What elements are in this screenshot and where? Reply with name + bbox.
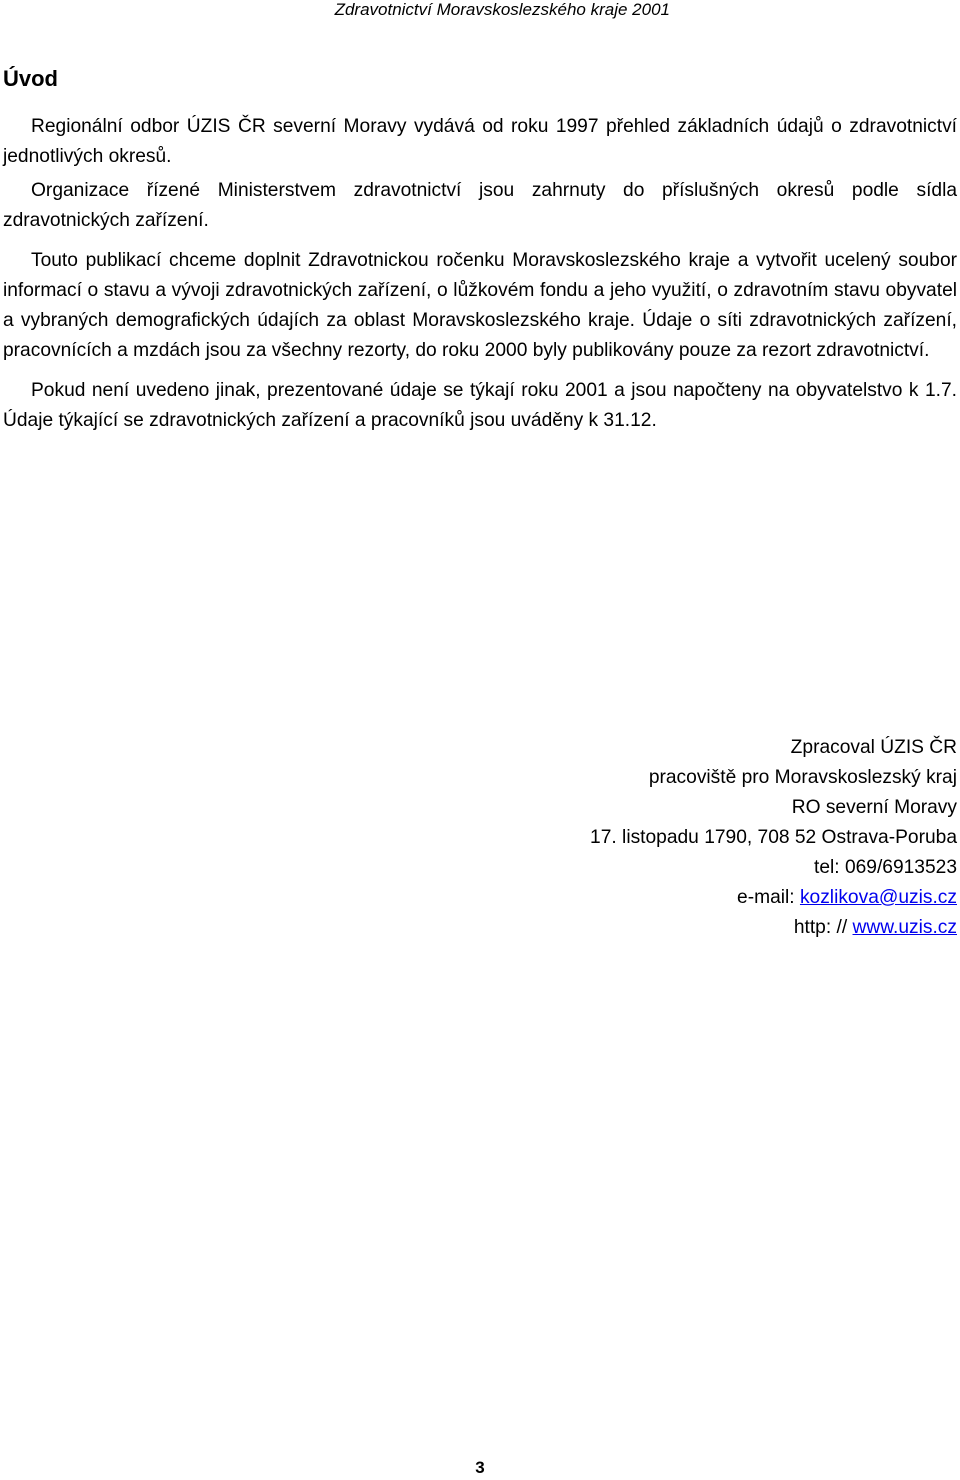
credits-phone: tel: 069/6913523 bbox=[814, 857, 957, 878]
running-header: Zdravotnictví Moravskoslezského kraje 2001 bbox=[334, 0, 670, 19]
web-link[interactable]: www.uzis.cz bbox=[852, 917, 957, 938]
body-text bbox=[3, 112, 957, 446]
paragraph-data-note: Pokud není uvedeno jinak, prezentované údaje se týkají roku 2001 a jsou napočteny na obyvatelstvo k 1.7. Údaje týkající se zdravotnických zařízení a pracovníků jsou uváděny k 31.12. bbox=[3, 380, 957, 431]
credits-publisher: Zpracoval ÚZIS ČR bbox=[790, 737, 957, 758]
credits-address: 17. listopadu 1790, 708 52 Ostrava-Poruba bbox=[590, 827, 957, 848]
credits-workplace: pracoviště pro Moravskoslezský kraj bbox=[648, 767, 957, 788]
page-number: 3 bbox=[475, 1458, 485, 1477]
paragraph-intro: Regionální odbor ÚZIS ČR severní Moravy vydává od roku 1997 přehled základních údajů o zdravotnictví jednotlivých okresů. bbox=[3, 116, 957, 167]
email-link[interactable]: kozlikova@uzis.cz bbox=[799, 887, 957, 908]
paragraph-purpose: Touto publikací chceme doplnit Zdravotnickou ročenku Moravskoslezského kraje a vytvořit ucelený soubor informací o stavu a vývoji zdravotnických zařízení, o lůžkovém fondu a jeho využití, o zdravotním stavu obyvatel a vybraných demografických údajích za oblast Moravskoslezského kraje. Údaje o síti zdravotnických zařízení, pracovnících a mzdách jsou za všechny rezorty, do roku 2000 byly publikovány pouze za rezort zdravotnictví. bbox=[3, 250, 957, 361]
paragraph-organizations: Organizace řízené Ministerstvem zdravotnictví jsou zahrnuty do příslušných okresů podle sídla zdravotnických zařízení. bbox=[3, 180, 957, 231]
credits-web-row bbox=[457, 913, 957, 943]
page-title: Úvod bbox=[3, 66, 58, 91]
web-label: http: // bbox=[793, 917, 853, 938]
email-label: e-mail: bbox=[737, 887, 800, 908]
credits-block bbox=[457, 733, 957, 943]
credits-email-row bbox=[457, 883, 957, 913]
credits-office: RO severní Moravy bbox=[791, 797, 957, 818]
